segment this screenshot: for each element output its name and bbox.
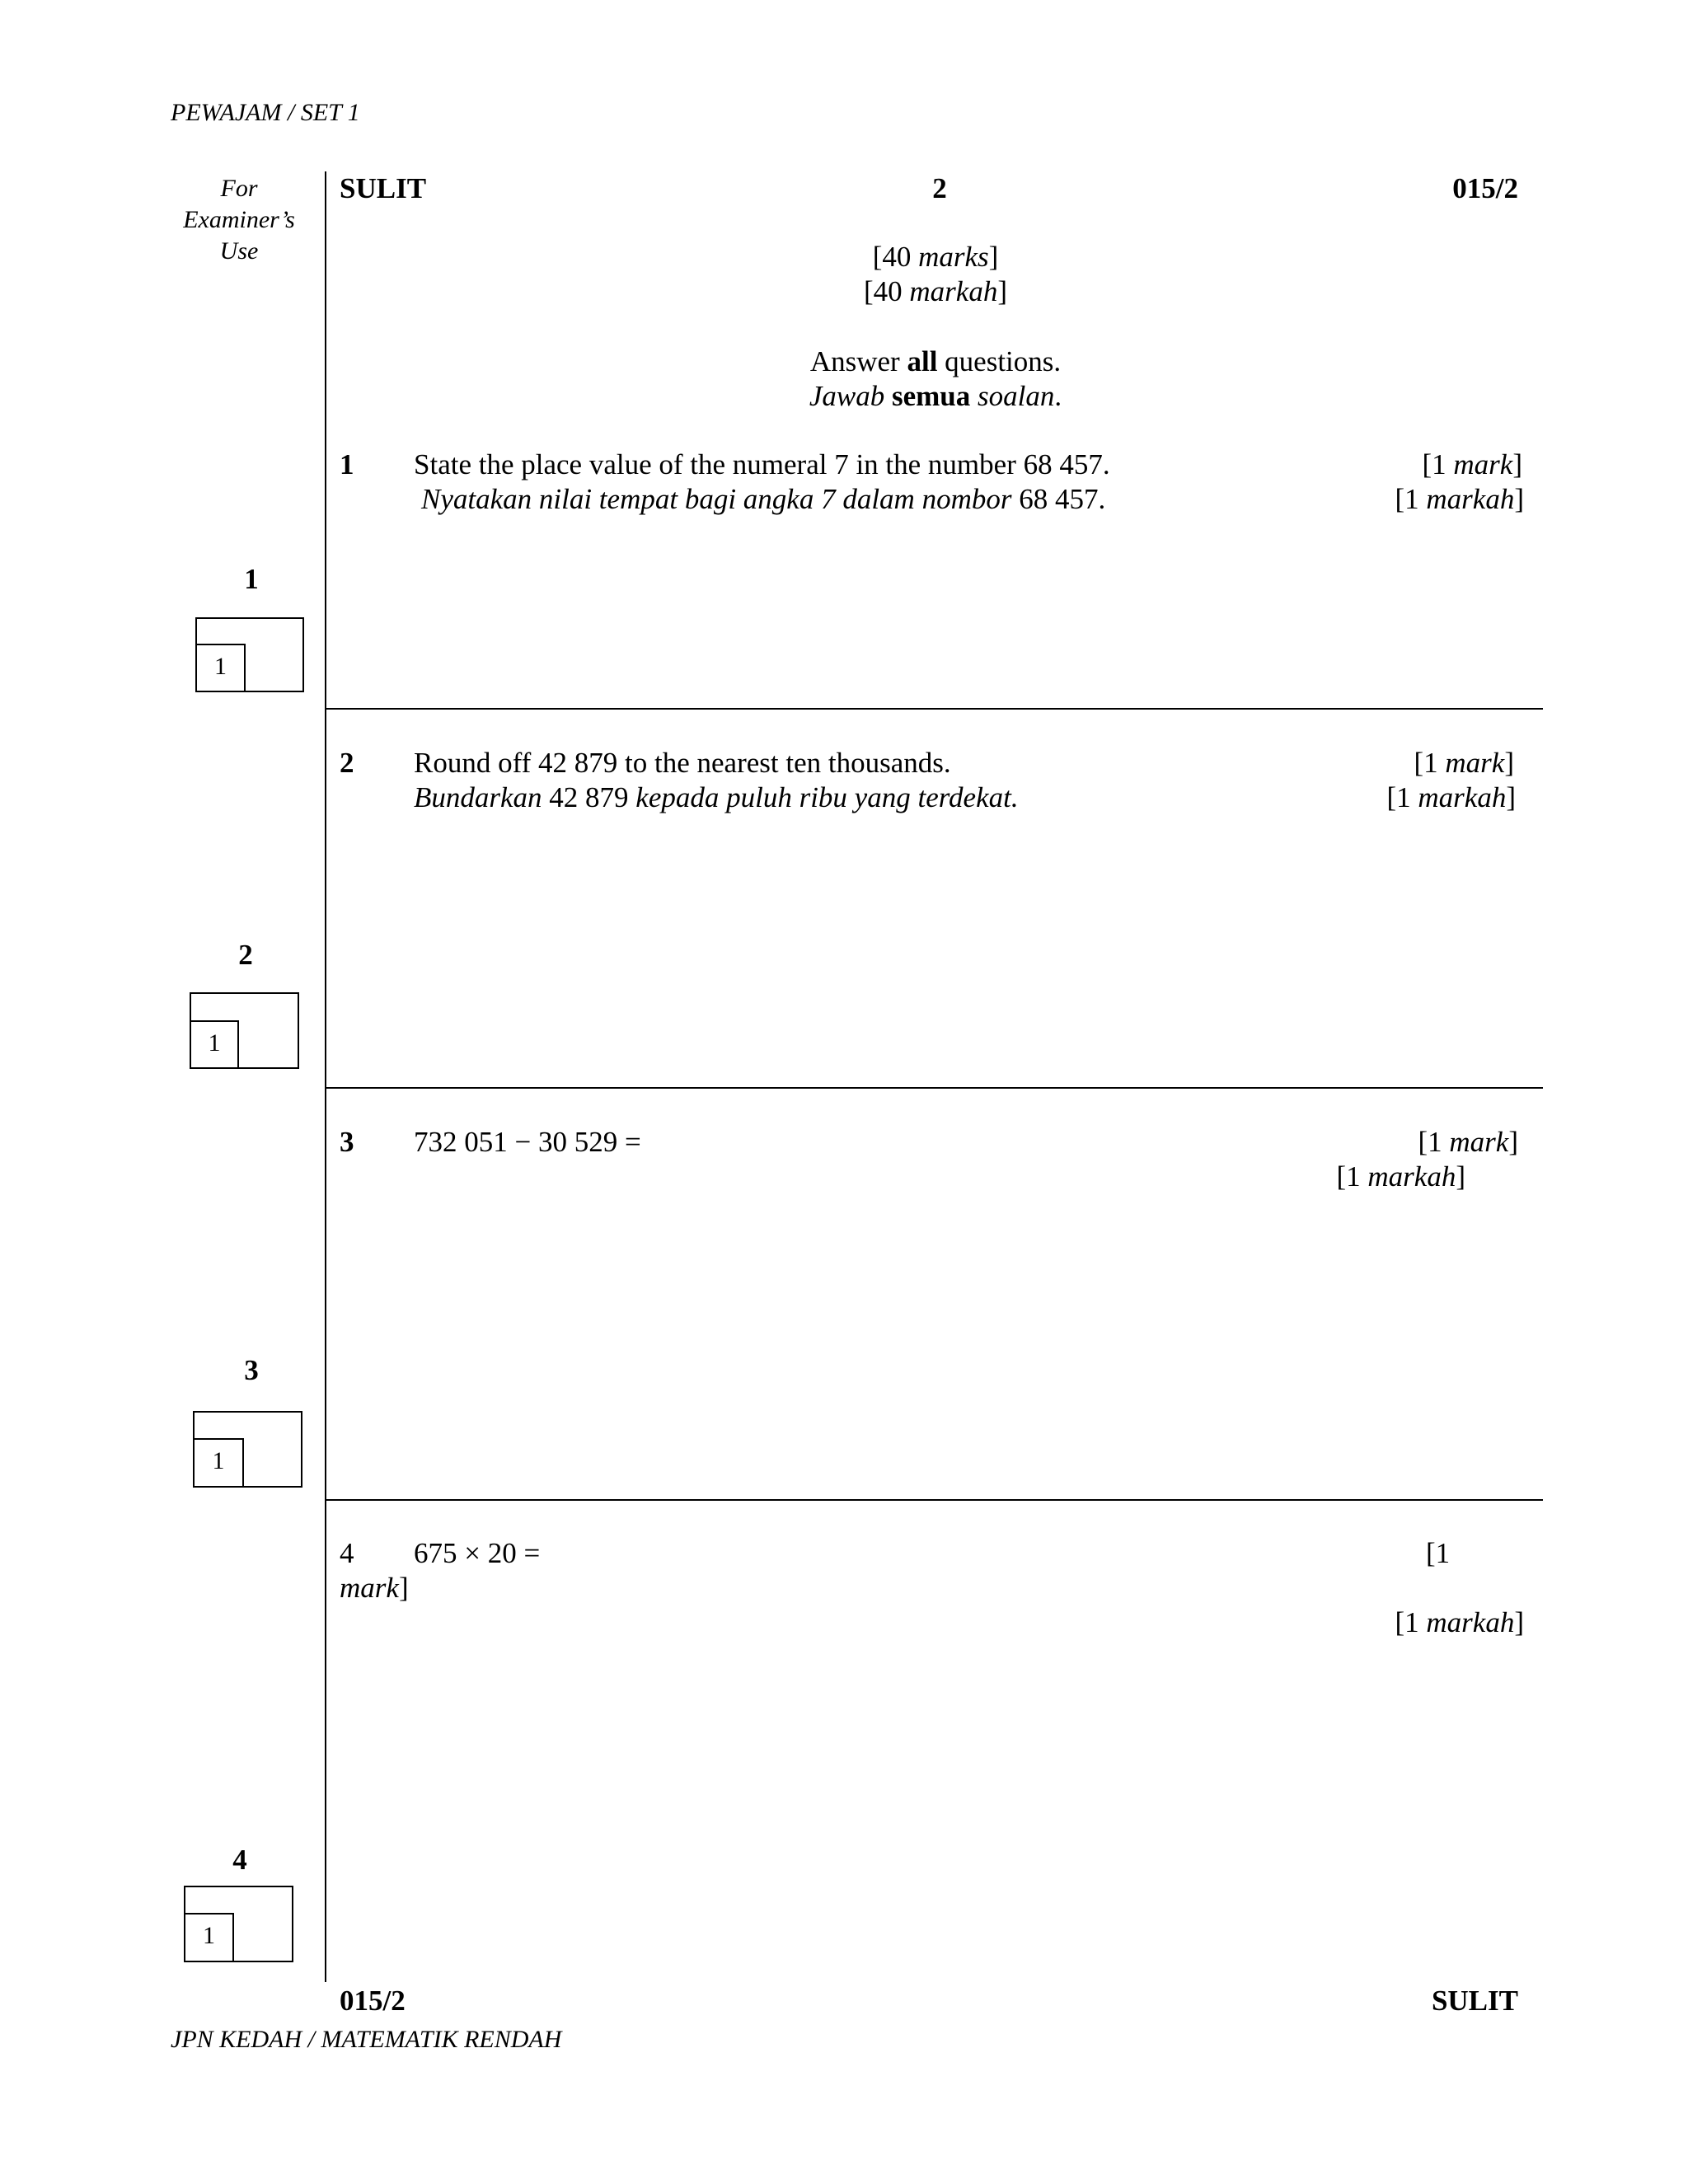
question-4-mark-word: mark]: [340, 1572, 409, 1604]
footer-sulit: SULIT: [1431, 1985, 1518, 2017]
total-marks-ms: [40 markah]: [864, 275, 1007, 307]
header-paper-code: 015/2: [1452, 172, 1518, 204]
total-marks-en: [40 marks]: [872, 241, 999, 273]
set-label: PEWAJAM / SET 1: [171, 99, 360, 126]
header-sulit: SULIT: [340, 172, 427, 204]
examiner-line-1: For: [220, 175, 258, 202]
question-4-number: 4: [340, 1537, 354, 1569]
footer-paper-code: 015/2: [340, 1985, 406, 2017]
examiner-line-3: Use: [219, 237, 259, 265]
question-2-text-ms: Bundarkan 42 879 kepada puluh ribu yang terdekat.: [414, 781, 1019, 813]
score-box-4-max: 1: [184, 1913, 234, 1962]
question-4-markah: [1 markah]: [1395, 1606, 1524, 1638]
question-1-mark: [1 mark]: [1422, 448, 1522, 480]
question-1-text-en: State the place value of the numeral 7 in the number 68 457.: [414, 448, 1110, 480]
examiner-line-2: Examiner’s: [183, 206, 295, 233]
question-2-number: 2: [340, 747, 354, 779]
page-number: 2: [932, 172, 947, 204]
score-box-4-label: 4: [232, 1844, 247, 1876]
question-divider-3: [325, 1499, 1543, 1501]
score-box-2-label: 2: [238, 939, 253, 971]
question-2-markah: [1 markah]: [1386, 781, 1516, 813]
question-1-text-ms: Nyatakan nilai tempat bagi angka 7 dalam nombor 68 457.: [421, 483, 1106, 515]
question-4-expression: 675 × 20 =: [414, 1537, 541, 1569]
footer-org: JPN KEDAH / MATEMATIK RENDAH: [171, 2026, 562, 2053]
examiner-use-label: [165, 173, 313, 267]
question-1-number: 1: [340, 448, 354, 480]
question-3-expression: 732 051 − 30 529 =: [414, 1126, 641, 1158]
score-box-3-label: 3: [244, 1354, 259, 1386]
score-box-1-max: 1: [195, 644, 246, 692]
question-3-number: 3: [340, 1126, 354, 1158]
instruction-en: Answer all questions.: [809, 345, 1062, 377]
question-3-markah: [1 markah]: [1336, 1160, 1465, 1193]
score-box-3-max: 1: [193, 1438, 244, 1488]
score-box-2-max: 1: [190, 1020, 239, 1069]
question-divider-2: [325, 1087, 1543, 1089]
instruction-ms: Jawab semua soalan.: [809, 380, 1062, 412]
question-2-text-en: Round off 42 879 to the nearest ten thousands.: [414, 747, 951, 779]
question-1-markah: [1 markah]: [1395, 483, 1524, 515]
question-2-mark: [1 mark]: [1414, 747, 1514, 779]
question-divider-1: [325, 708, 1543, 710]
examiner-column-divider: [325, 171, 326, 1982]
question-4-mark-open: [1: [1426, 1537, 1451, 1569]
score-box-1-label: 1: [244, 563, 259, 595]
question-3-mark: [1 mark]: [1418, 1126, 1518, 1158]
